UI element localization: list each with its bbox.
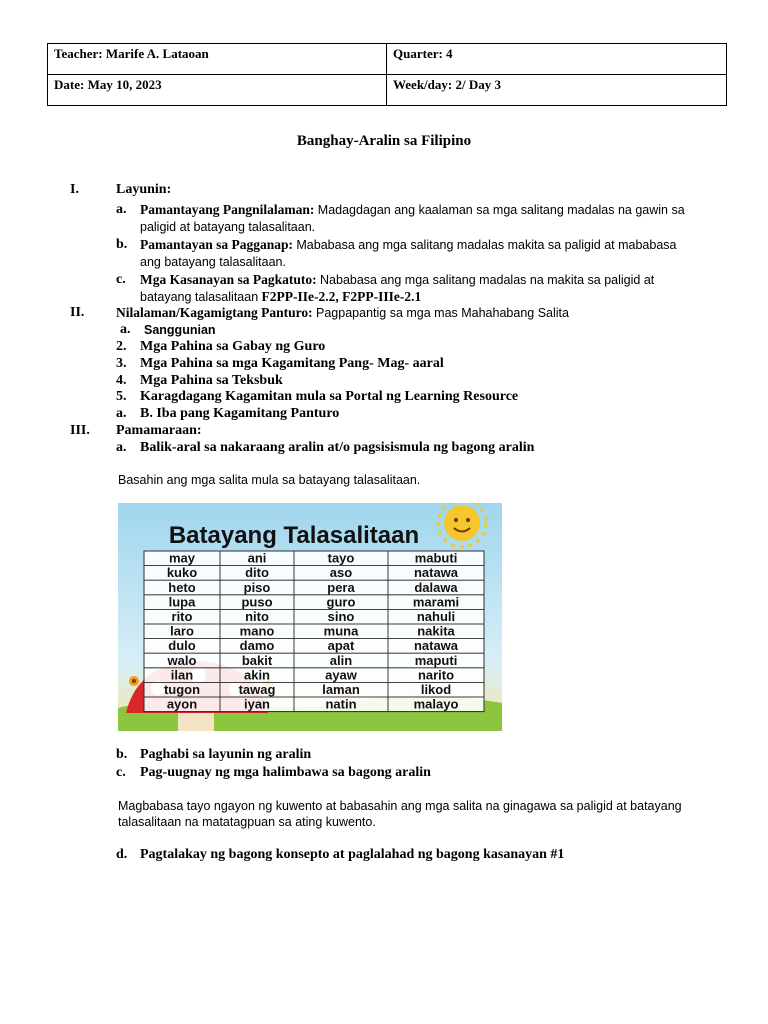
word-label: malayo (413, 696, 459, 712)
word-label: natawa (413, 565, 459, 581)
word-label: nahuli (416, 609, 456, 624)
word-label: narito (417, 667, 455, 683)
procedure-b-label: Paghabi sa layunin ng aralin (140, 747, 312, 762)
word-label: dulo (168, 638, 196, 654)
word-label: puso (241, 594, 273, 610)
objective-b-text-2: ang batayang talasalitaan. (140, 255, 286, 269)
resource-item-b-letter: a. (116, 406, 127, 421)
word-label: ilan (170, 667, 194, 683)
resource-item-3-label: Mga Pahina sa mga Kagamitang Pang- Mag- aaral (140, 356, 444, 371)
objective-c-label: Mga Kasanayan sa Pagkatuto: (140, 272, 317, 287)
objective-b (116, 236, 736, 272)
objective-b-label: Pamantayan sa Pagganap: (140, 237, 294, 252)
section-2-heading: Nilalaman/Kagamigtang Panturo: (116, 305, 313, 320)
word-label: may (168, 550, 196, 566)
section-2-numeral: II. (70, 305, 85, 320)
story-paragraph-line-1: Magbabasa tayo ngayon ng kuwento at babasahin ang mga salita na ginagawa sa paligid at batayang (118, 799, 682, 813)
objective-a-letter: a. (116, 202, 127, 217)
word-label: laman (322, 682, 360, 697)
word-label: ayon (166, 696, 198, 712)
resource-item-b-label: B. Iba pang Kagamitang Panturo (140, 406, 340, 421)
section-1-heading: Layunin: (116, 182, 172, 197)
word-label: tugon (163, 682, 201, 697)
resource-item-4-number: 4. (116, 373, 127, 388)
section-2-heading-text: Pagpapantig sa mga mas Mahahabang Salita (316, 306, 569, 320)
word-label: rito (171, 609, 193, 624)
word-label: likod (420, 682, 452, 697)
story-paragraph (118, 798, 682, 830)
procedure-d-letter: d. (116, 847, 128, 862)
objective-c (116, 271, 736, 307)
word-label: mano (239, 623, 275, 639)
section-3-numeral: III. (70, 423, 90, 438)
objective-c-letter: c. (116, 272, 126, 287)
resource-item-5-number: 5. (116, 389, 127, 404)
teacher-cell: Teacher: Marife A. Lataoan (48, 44, 387, 75)
procedure-c-letter: c. (116, 765, 126, 780)
word-label: walo (167, 652, 197, 668)
word-label: lupa (168, 594, 196, 610)
objective-b-text: Mababasa ang mga salitang madalas makita sa paligid at mababasa (296, 238, 677, 252)
word-label: ani (247, 550, 267, 566)
section-1-numeral: I. (70, 182, 79, 197)
section-2-heading-line (116, 305, 569, 321)
resource-item-5-label: Karagdagang Kagamitan mula sa Portal ng Learning Resource (140, 389, 519, 404)
word-label: natin (325, 696, 357, 712)
resource-item-2-label: Mga Pahina sa Gabay ng Guro (140, 339, 326, 354)
objective-a (116, 201, 736, 237)
word-label: guro (326, 594, 356, 610)
procedure-a-letter: a. (116, 440, 127, 455)
resource-item-2-number: 2. (116, 339, 127, 354)
word-label: aso (329, 565, 353, 581)
word-label: muna (323, 623, 359, 639)
objective-a-text: Madagdagan ang kaalaman sa mga salitang madalas na gawin sa (317, 203, 685, 217)
word-label: tayo (327, 550, 355, 566)
header-table (47, 43, 727, 106)
objective-b-letter: b. (116, 237, 128, 252)
procedure-d-label: Pagtalakay ng bagong konsepto at paglalahad ng bagong kasanayan #1 (140, 847, 565, 862)
word-label: heto (168, 579, 196, 595)
resource-item-3-number: 3. (116, 356, 127, 371)
word-label: apat (327, 638, 355, 654)
word-label: natawa (413, 638, 459, 654)
procedure-c-label: Pag-uugnay ng mga halimbawa sa bagong aralin (140, 765, 431, 780)
week-day-cell: Week/day: 2/ Day 3 (387, 75, 727, 106)
word-label: nito (245, 609, 269, 624)
word-label: maputi (414, 652, 458, 668)
objective-c-text: Nababasa ang mga salitang madalas na makita sa paligid at (320, 273, 655, 287)
word-label: pera (327, 579, 355, 595)
document-title: Banghay-Aralin sa Filipino (296, 133, 472, 149)
word-label: sino (327, 609, 355, 624)
word-label: nakita (417, 623, 455, 639)
chart-title: Batayang Talasalitaan (168, 522, 420, 549)
word-label: dalawa (414, 579, 458, 595)
word-label: tawag (238, 682, 276, 697)
word-label: laro (170, 623, 194, 639)
word-label: ayaw (325, 667, 357, 683)
word-label: bakit (241, 652, 273, 668)
word-label: piso (243, 579, 271, 595)
word-label: dito (245, 565, 269, 581)
word-label: akin (243, 667, 271, 683)
word-label: marami (412, 594, 460, 610)
section-3-heading: Pamamaraan: (116, 423, 202, 438)
word-label: iyan (243, 696, 271, 712)
procedure-b-letter: b. (116, 747, 128, 762)
procedure-a-label: Balik-aral sa nakaraang aralin at/o pagsisismula ng bagong aralin (140, 440, 535, 455)
competency-code: F2PP-IIe-2.2, F2PP-IIIe-2.1 (261, 289, 422, 304)
word-label: kuko (166, 565, 198, 581)
objective-a-label: Pamantayang Pangnilalaman: (140, 202, 315, 217)
word-label: alin (329, 652, 353, 668)
resource-item-4-label: Mga Pahina sa Teksbuk (140, 373, 283, 388)
word-label: damo (239, 638, 275, 654)
batayang-talasalitaan-chart (118, 503, 502, 731)
date-cell: Date: May 10, 2023 (48, 75, 387, 106)
word-label: mabuti (414, 550, 458, 566)
sanggunian-letter: a. (120, 322, 131, 337)
story-paragraph-line-2: talasalitaan na matatagpuan sa ating kuwento. (118, 815, 376, 829)
quarter-cell: Quarter: 4 (387, 44, 727, 75)
word-table (144, 551, 484, 712)
sanggunian-label: Sanggunian (144, 323, 216, 337)
reading-instruction: Basahin ang mga salita mula sa batayang talasalitaan. (118, 473, 421, 487)
objective-a-text-2: paligid at batayang talasalitaan. (140, 220, 316, 234)
objective-c-text-2: batayang talasalitaan (140, 290, 259, 304)
